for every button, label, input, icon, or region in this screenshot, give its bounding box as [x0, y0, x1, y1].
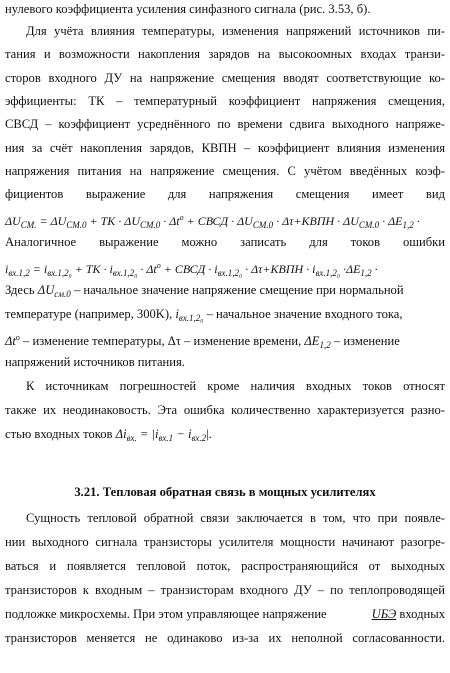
paragraph-line: $\Delta t^o$ – изменение температуры, Δτ – изменение времени, $\Delta E_{1,2}$ – изменение — [5, 333, 400, 350]
paragraph-line: К источникам погрешностей кроме наличия входных токов относят — [26, 379, 445, 393]
paragraph-line: СВСД – коэффициент усреднённого по времени сдвига выходного напряже- — [5, 117, 445, 131]
paragraph-line: Здесь $\Delta U_{см.0}$ – начальное значение напряжение смещение при нормальной — [5, 283, 404, 299]
paragraph-line: фициентов выражение для напряжения смещения имеет вид — [5, 187, 445, 201]
paragraph-line: температуре (например, 300K), $i_{вх.1,2_0}$ – начальное значение входного тока, — [5, 307, 403, 323]
paragraph-line: подложке микросхемы. При этом управляющее напряжение UБЭ входных — [5, 607, 445, 621]
paragraph-line: транзисторов к входным – транзисторам входного ДУ – по теплопроводящей — [5, 583, 445, 597]
paragraph-line: нии выходного сигнала транзисторы усилителя мощности начинают разогре- — [5, 535, 445, 549]
section-heading: 3.21. Тепловая обратная связь в мощных усилителях — [74, 485, 376, 499]
text-line: нулевого коэффициента усиления синфазного сигнала (рис. 3.53, б). — [5, 2, 371, 16]
paragraph-line: транзисторов меняется не одинаково из-за их неполной согласованности. — [5, 631, 445, 645]
paragraph-line: тания и возможности накопления зарядов на высокоомных входах транзи- — [5, 47, 445, 61]
paragraph-line: эффициенты: ТК – температурный коэффициент напряжения смещения, — [5, 94, 445, 108]
paragraph-line: сторов входного ДУ на напряжение смещения вводят соответствующие ко- — [5, 71, 445, 85]
paragraph-line: ния за счёт накопления зарядов, КВПН – коэффициент влияния изменения — [5, 141, 445, 155]
paragraph-line: Аналогичное выражение можно записать для токов ошибки — [5, 235, 445, 249]
paragraph-line: стью входных токов $\Delta i_{вх.} = |i_{вх.1} - i_{вх.2}|$. — [5, 427, 212, 443]
paragraph-line: напряжения питания на напряжение смещения. С учётом введённых коэф- — [5, 164, 445, 178]
paragraph-line: Для учёта влияния температуры, изменения напряжений источников пи- — [26, 24, 445, 38]
equation-input-current: $i_{вх.1,2} = i_{вх.1,2_0}$ + ТК · $i_{вх.1,2_0} \cdot \Delta t^o$ + СВСД · $i_{вх.1,2_0}$ · Δτ+КВПН · $i_{вх.1,2_0} \cdot\Delta E_{1,2}$ · — [5, 261, 378, 278]
paragraph-line: ваться и появляется тепловой поток, распространяющийся от выходных — [5, 559, 445, 573]
paragraph-line: напряжений источников питания. — [5, 355, 185, 369]
equation-offset-voltage: $\Delta U_{СМ.} = \Delta U_{СМ.0}$ + ТК · $\Delta U_{СМ.0} \cdot \Delta t^o$ + СВСД · $\Delta U_{СМ.0}$ · Δτ+КВПН · $\Delta U_{СМ.0} \cdot \Delta E_{1,2}$ · — [5, 213, 420, 230]
paragraph-line: Сущность тепловой обратной связи заключается в том, что при появле- — [26, 511, 445, 525]
paragraph-line: также их неодинаковость. Эта ошибка количественно характеризуется разно- — [5, 403, 445, 417]
